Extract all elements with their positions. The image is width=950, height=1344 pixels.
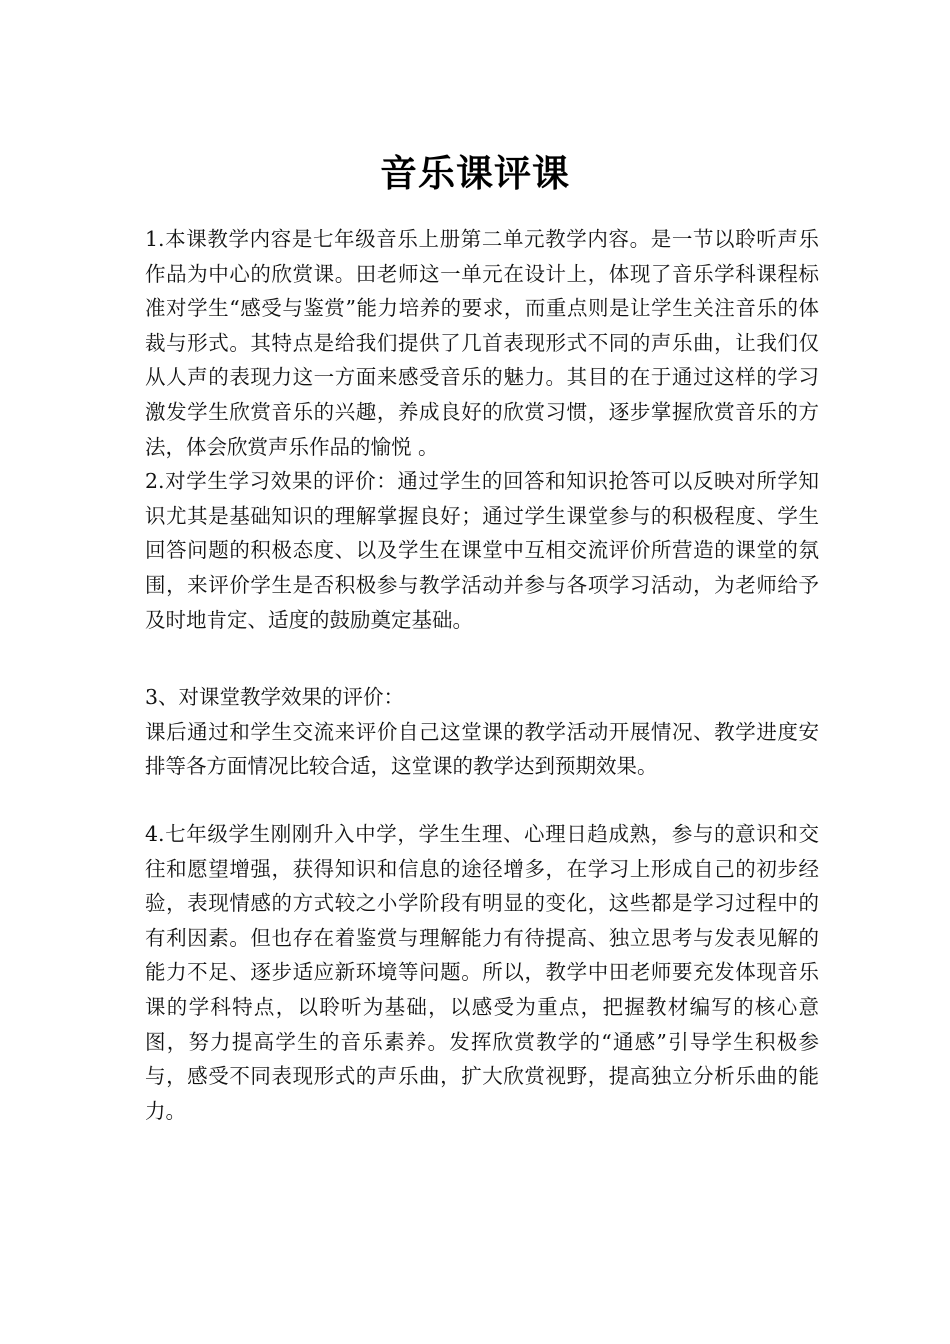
paragraph-group-3 [145,817,819,1128]
page-title: 音乐课评课 [380,152,570,195]
paragraph-group-2 [145,680,819,784]
paragraph-1: 1.本课教学内容是七年级音乐上册第二单元教学内容。是一节以聆听声乐作品为中心的欣赏课。田老师这一单元在设计上，体现了音乐学科课程标准对学生“感受与鉴赏”能力培养的要求，而重点则是让学生关注音乐的体裁与形式。其特点是给我们提供了几首表现形式不同的声乐曲，让我们仅从人声的表现力这一方面来感受音乐的魅力。其目的在于通过这样的学习激发学生欣赏音乐的兴趣，养成良好的欣赏习惯，逐步掌握欣赏音乐的方法，体会欣赏声乐作品的愉悦 。 [145,227,819,459]
paragraph-3-heading: 3、对课堂教学效果的评价： [145,685,405,709]
paragraph-4: 4.七年级学生刚刚升入中学，学生生理、心理日趋成熟，参与的意识和交往和愿望增强，获得知识和信息的途径增多，在学习上形成自己的初步经验，表现情感的方式较之小学阶段有明显的变化，这些都是学习过程中的有利因素。但也存在着鉴赏与理解能力有待提高、独立思考与发表见解的能力不足、逐步适应新环境等问题。所以，教学中田老师要充发体现音乐课的学科特点，以聆听为基础，以感受为重点，把握教材编写的核心意图，努力提高学生的音乐素养。发挥欣赏教学的“通感”引导学生积极参与，感受不同表现形式的声乐曲，扩大欣赏视野，提高独立分析乐曲的能力。 [145,822,819,1123]
paragraph-group-1 [145,222,819,637]
paragraph-2: 2.对学生学习效果的评价：通过学生的回答和知识抢答可以反映对所学知识尤其是基础知识的理解掌握良好；通过学生课堂参与的积极程度、学生回答问题的积极态度、以及学生在课堂中互相交流评价所营造的课堂的氛围，来评价学生是否积极参与教学活动并参与各项学习活动，为老师给予及时地肯定、适度的鼓励奠定基础。 [145,469,819,632]
paragraph-3-body: 课后通过和学生交流来评价自己这堂课的教学活动开展情况、教学进度安排等各方面情况比较合适，这堂课的教学达到预期效果。 [145,719,819,779]
